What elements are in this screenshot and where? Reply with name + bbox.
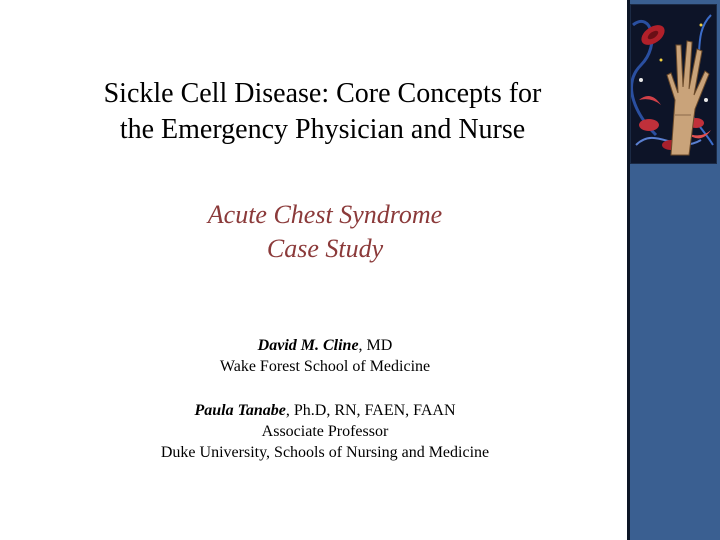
author-2-line [40,400,610,421]
subtitle-line-1: Acute Chest Syndrome [207,200,443,229]
author-2-name: Paula Tanabe [194,402,286,419]
author-1-affiliation: Wake Forest School of Medicine [219,358,431,375]
title-line-1: Sickle Cell Disease: Core Concepts for [103,78,542,109]
author-1-credentials: , MD [358,337,393,354]
slide-title [40,76,605,148]
subtitle-line-2: Case Study [266,234,384,263]
title-line-2: the Emergency Physician and Nurse [119,114,526,145]
sickle-cell-artwork [630,4,717,164]
author-2-title: Associate Professor [261,423,389,440]
author-block-2 [40,400,610,463]
author-block-1 [40,335,610,377]
artwork-illustration [631,5,716,163]
author-2-credentials: , Ph.D, RN, FAEN, FAAN [285,402,456,419]
author-2-affiliation: Duke University, Schools of Nursing and Medicine [160,444,490,461]
author-1-line [40,335,610,356]
slide-subtitle [40,198,610,266]
author-1-name: David M. Cline [257,337,359,354]
